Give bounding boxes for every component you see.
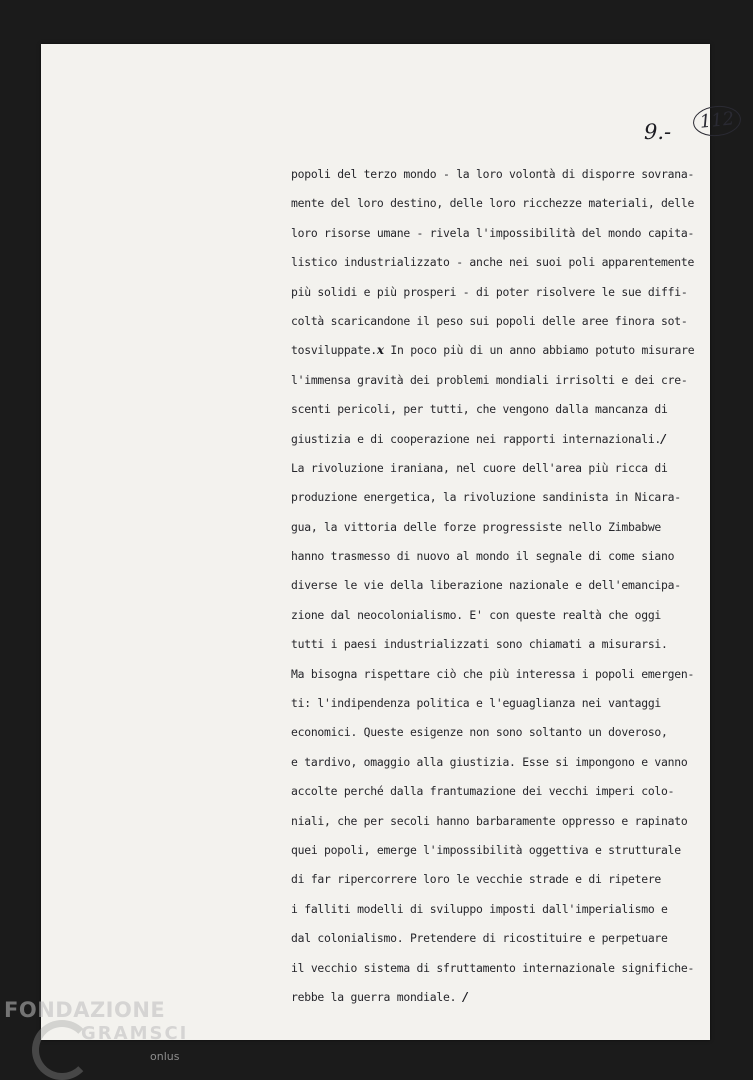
text-line: accolte perché dalla frantumazione dei vecchi imperi colo- [291, 784, 675, 799]
page-number: 9.- [644, 120, 672, 144]
text-line: dal colonialismo. Pretendere di ricostituire e perpetuare [291, 931, 668, 946]
text-line: i falliti modelli di sviluppo imposti dall'imperialismo e [291, 901, 668, 916]
text-line: tutti i paesi industrializzati sono chiamati a misurarsi. [291, 637, 668, 652]
logo-line1: FONDAZIONE [4, 998, 166, 1022]
text-line: produzione energetica, la rivoluzione sandinista in Nicara- [291, 490, 681, 505]
text-line: niali, che per secoli hanno barbaramente oppresso e rapinato [291, 813, 688, 828]
text-line: popoli del terzo mondo - la loro volontà di disporre sovrana- [291, 167, 695, 181]
logo-line2: GRAMSCI [81, 1023, 189, 1044]
text-line: gua, la vittoria delle forze progressiste nello Zimbabwe [291, 519, 662, 534]
text-line: giustizia e di cooperazione nei rapporti internazionali./ [291, 431, 666, 446]
text-line: tosviluppate.x In poco più di un anno abbiamo potuto misurare [291, 343, 695, 358]
text-line: listico industrializzato - anche nei suoi poli apparentemente [291, 255, 695, 270]
text-line: ti: l'indipendenza politica e l'eguaglianza nei vantaggi [291, 696, 662, 711]
text-line: La rivoluzione iraniana, nel cuore dell'area più ricca di [291, 460, 668, 475]
text-line: zione dal neocolonialismo. E' con queste realtà che oggi [291, 607, 662, 622]
text-line: economici. Queste esigenze non sono soltanto un doveroso, [291, 725, 668, 740]
text-line: coltà scaricandone il peso sui popoli delle aree finora sot- [291, 313, 688, 328]
text-line: loro risorse umane - rivela l'impossibilità del mondo capita- [291, 225, 695, 240]
text-line: quei popoli, emerge l'impossibilità oggettiva e strutturale [291, 842, 681, 857]
text-line: l'immensa gravità dei problemi mondiali irrisolti e dei cre- [291, 372, 688, 387]
typed-text-body [291, 160, 696, 1012]
text-line: hanno trasmesso di nuovo al mondo il segnale di come siano [291, 549, 675, 564]
handwritten-insert-mark: x [376, 343, 384, 358]
text-line: il vecchio sistema di sfruttamento internazionale significhe- [291, 960, 695, 975]
text-line: rebbe la guerra mondiale. / [291, 989, 467, 1004]
text-line: scenti pericoli, per tutti, che vengono dalla mancanza di [291, 402, 668, 417]
archive-number-circled: 112 [692, 104, 743, 139]
handwritten-slash-mark: / [661, 431, 666, 446]
text-line: e tardivo, omaggio alla giustizia. Esse si impongono e vanno [291, 754, 688, 769]
handwritten-slash-mark: / [462, 989, 467, 1004]
text-line-continuation: In poco più di un anno abbiamo potuto misurare [390, 343, 695, 358]
text-line: più solidi e più prosperi - di poter risolvere le sue diffi- [291, 284, 688, 299]
fondazione-gramsci-watermark-logo [4, 998, 189, 1080]
logo-sub: onlus [150, 1050, 180, 1063]
text-line: Ma bisogna rispettare ciò che più interessa i popoli emergen- [291, 666, 695, 681]
text-line: di far ripercorrere loro le vecchie strade e di ripetere [291, 872, 662, 887]
text-line: diverse le vie della liberazione nazionale e dell'emancipa- [291, 578, 681, 593]
text-line: mente del loro destino, delle loro ricchezze materiali, delle [291, 196, 695, 211]
